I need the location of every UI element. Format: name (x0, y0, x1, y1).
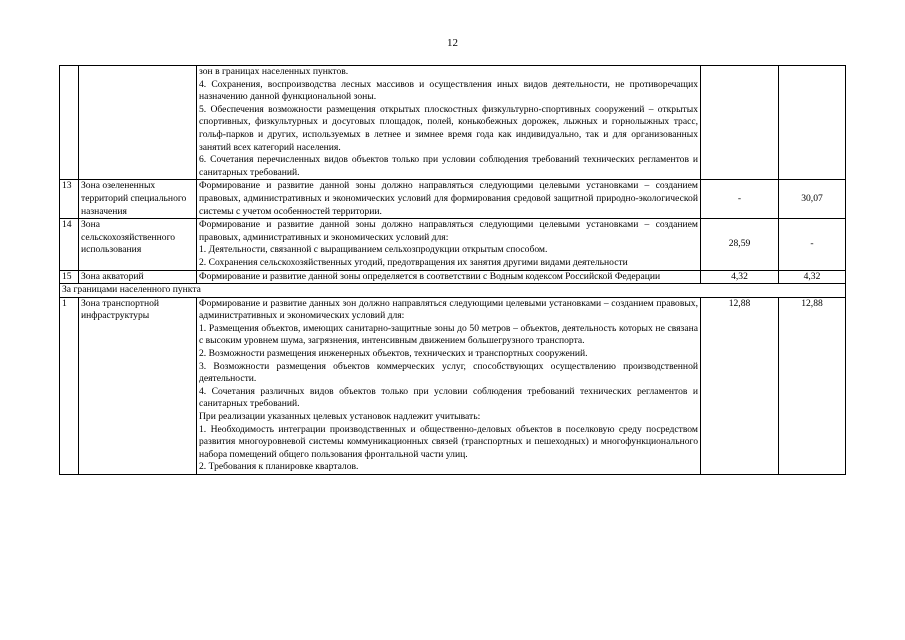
zone-description (197, 297, 701, 474)
zone-name: Зона транспортной инфраструктуры (79, 297, 197, 474)
table-row-outside-1 (60, 297, 846, 474)
description-line: Формирование и развитие данных зон должно направляться следующими целевыми установками – созданием правовых, административных и экономических условий для: (199, 297, 698, 322)
value-cell-1: 28,59 (701, 219, 779, 270)
description-line: 1. Необходимость интеграции производственных и общественно-деловых объектов в поселковую среду посредством развития многоуровневой системы коммуникационных связей (транспортных и пешеходных) и многофункционального набора помещений общего пользования фронтальной части улиц. (199, 423, 698, 460)
value-cell-1: 4,32 (701, 270, 779, 284)
section-header-row (60, 284, 846, 298)
description-line: зон в границах населенных пунктов. (199, 66, 349, 77)
description-line: 5. Обеспечения возможности размещения открытых плоскостных физкультурно-спортивных сооружений – открытых спортивных, физкультурных и досуговых площадок, полей, конькобежных дорожек, лыжных и горнолыжных трасс, гольф-парков и других, используемых в летнее и зимнее время года как индивидуально, так и для организованных занятий всех категорий населения. (199, 103, 698, 153)
description-line: 4. Сохранения, воспроизводства лесных массивов и осуществления иных видов деятельности, не противоречащих назначению данной функциональной зоны. (199, 78, 698, 103)
description-line: 4. Сочетания различных видов объектов только при условии соблюдения требований технических регламентов и санитарных требований. (199, 385, 698, 410)
value-cell-2: - (779, 219, 846, 270)
value-cell-2: 4,32 (779, 270, 846, 284)
description-line: 1. Деятельности, связанной с выращиванием сельхозпродукции открытым способом. (199, 244, 548, 256)
table-row-continuation (60, 66, 846, 180)
table-row-15 (60, 270, 846, 284)
description-line: 6. Сочетания перечисленных видов объектов только при условии соблюдения требований технических регламентов и санитарных требований. (199, 154, 698, 178)
table-row-13 (60, 180, 846, 219)
row-number: 15 (60, 270, 79, 284)
row-number: 13 (60, 180, 79, 219)
description-line: 1. Размещения объектов, имеющих санитарно-защитные зоны до 50 метров – объектов, деятельность которых не связана с высоким уровнем шума, загрязнения, интенсивным движением большегрузного транспорта. (199, 322, 698, 347)
value-cell-1: 12,88 (701, 297, 779, 474)
value-cell-2: 12,88 (779, 297, 846, 474)
value-cell-1: - (701, 180, 779, 219)
description-line: 2. Требования к планировке кварталов. (199, 461, 359, 473)
zone-description (197, 219, 701, 270)
description-line: Формирование и развитие данной зоны должно направляться следующими целевыми установками – созданием правовых, административных и экономических условий для: (199, 219, 698, 243)
zone-description (197, 270, 701, 284)
zone-name: Зона сельскохозяйственного использования (79, 219, 197, 270)
zone-name: Зона акваторий (79, 270, 197, 284)
description-line: Формирование и развитие данной зоны должно направляться следующими целевыми установками – созданием правовых, административных и экономических условий для формирования средовой защитной природно-экологической системы с учетом особенностей территории. (199, 180, 698, 217)
description-line: 2. Сохранения сельскохозяйственных угодий, предотвращения их занятия другими видами деятельности (199, 256, 628, 268)
page-number: 12 (447, 37, 458, 49)
zone-name: Зона озелененных территорий специального назначения (79, 180, 197, 219)
description-line: 2. Возможности размещения инженерных объектов, технических и транспортных сооружений. (199, 348, 588, 360)
section-header: За границами населенного пункта (60, 284, 846, 298)
zone-description (197, 66, 701, 180)
table-row-14 (60, 219, 846, 270)
row-number: 14 (60, 219, 79, 270)
value-cell-2: 30,07 (779, 180, 846, 219)
description-line: Формирование и развитие данной зоны определяется в соответствии с Водным кодексом Российской Федерации (199, 270, 661, 282)
row-number: 1 (60, 297, 79, 474)
zone-description (197, 180, 701, 219)
description-line: При реализации указанных целевых установок надлежит учитывать: (199, 411, 481, 423)
zones-table (59, 65, 846, 475)
description-line: 3. Возможности размещения объектов коммерческих услуг, способствующих осуществлению производственной деятельности. (199, 360, 698, 385)
